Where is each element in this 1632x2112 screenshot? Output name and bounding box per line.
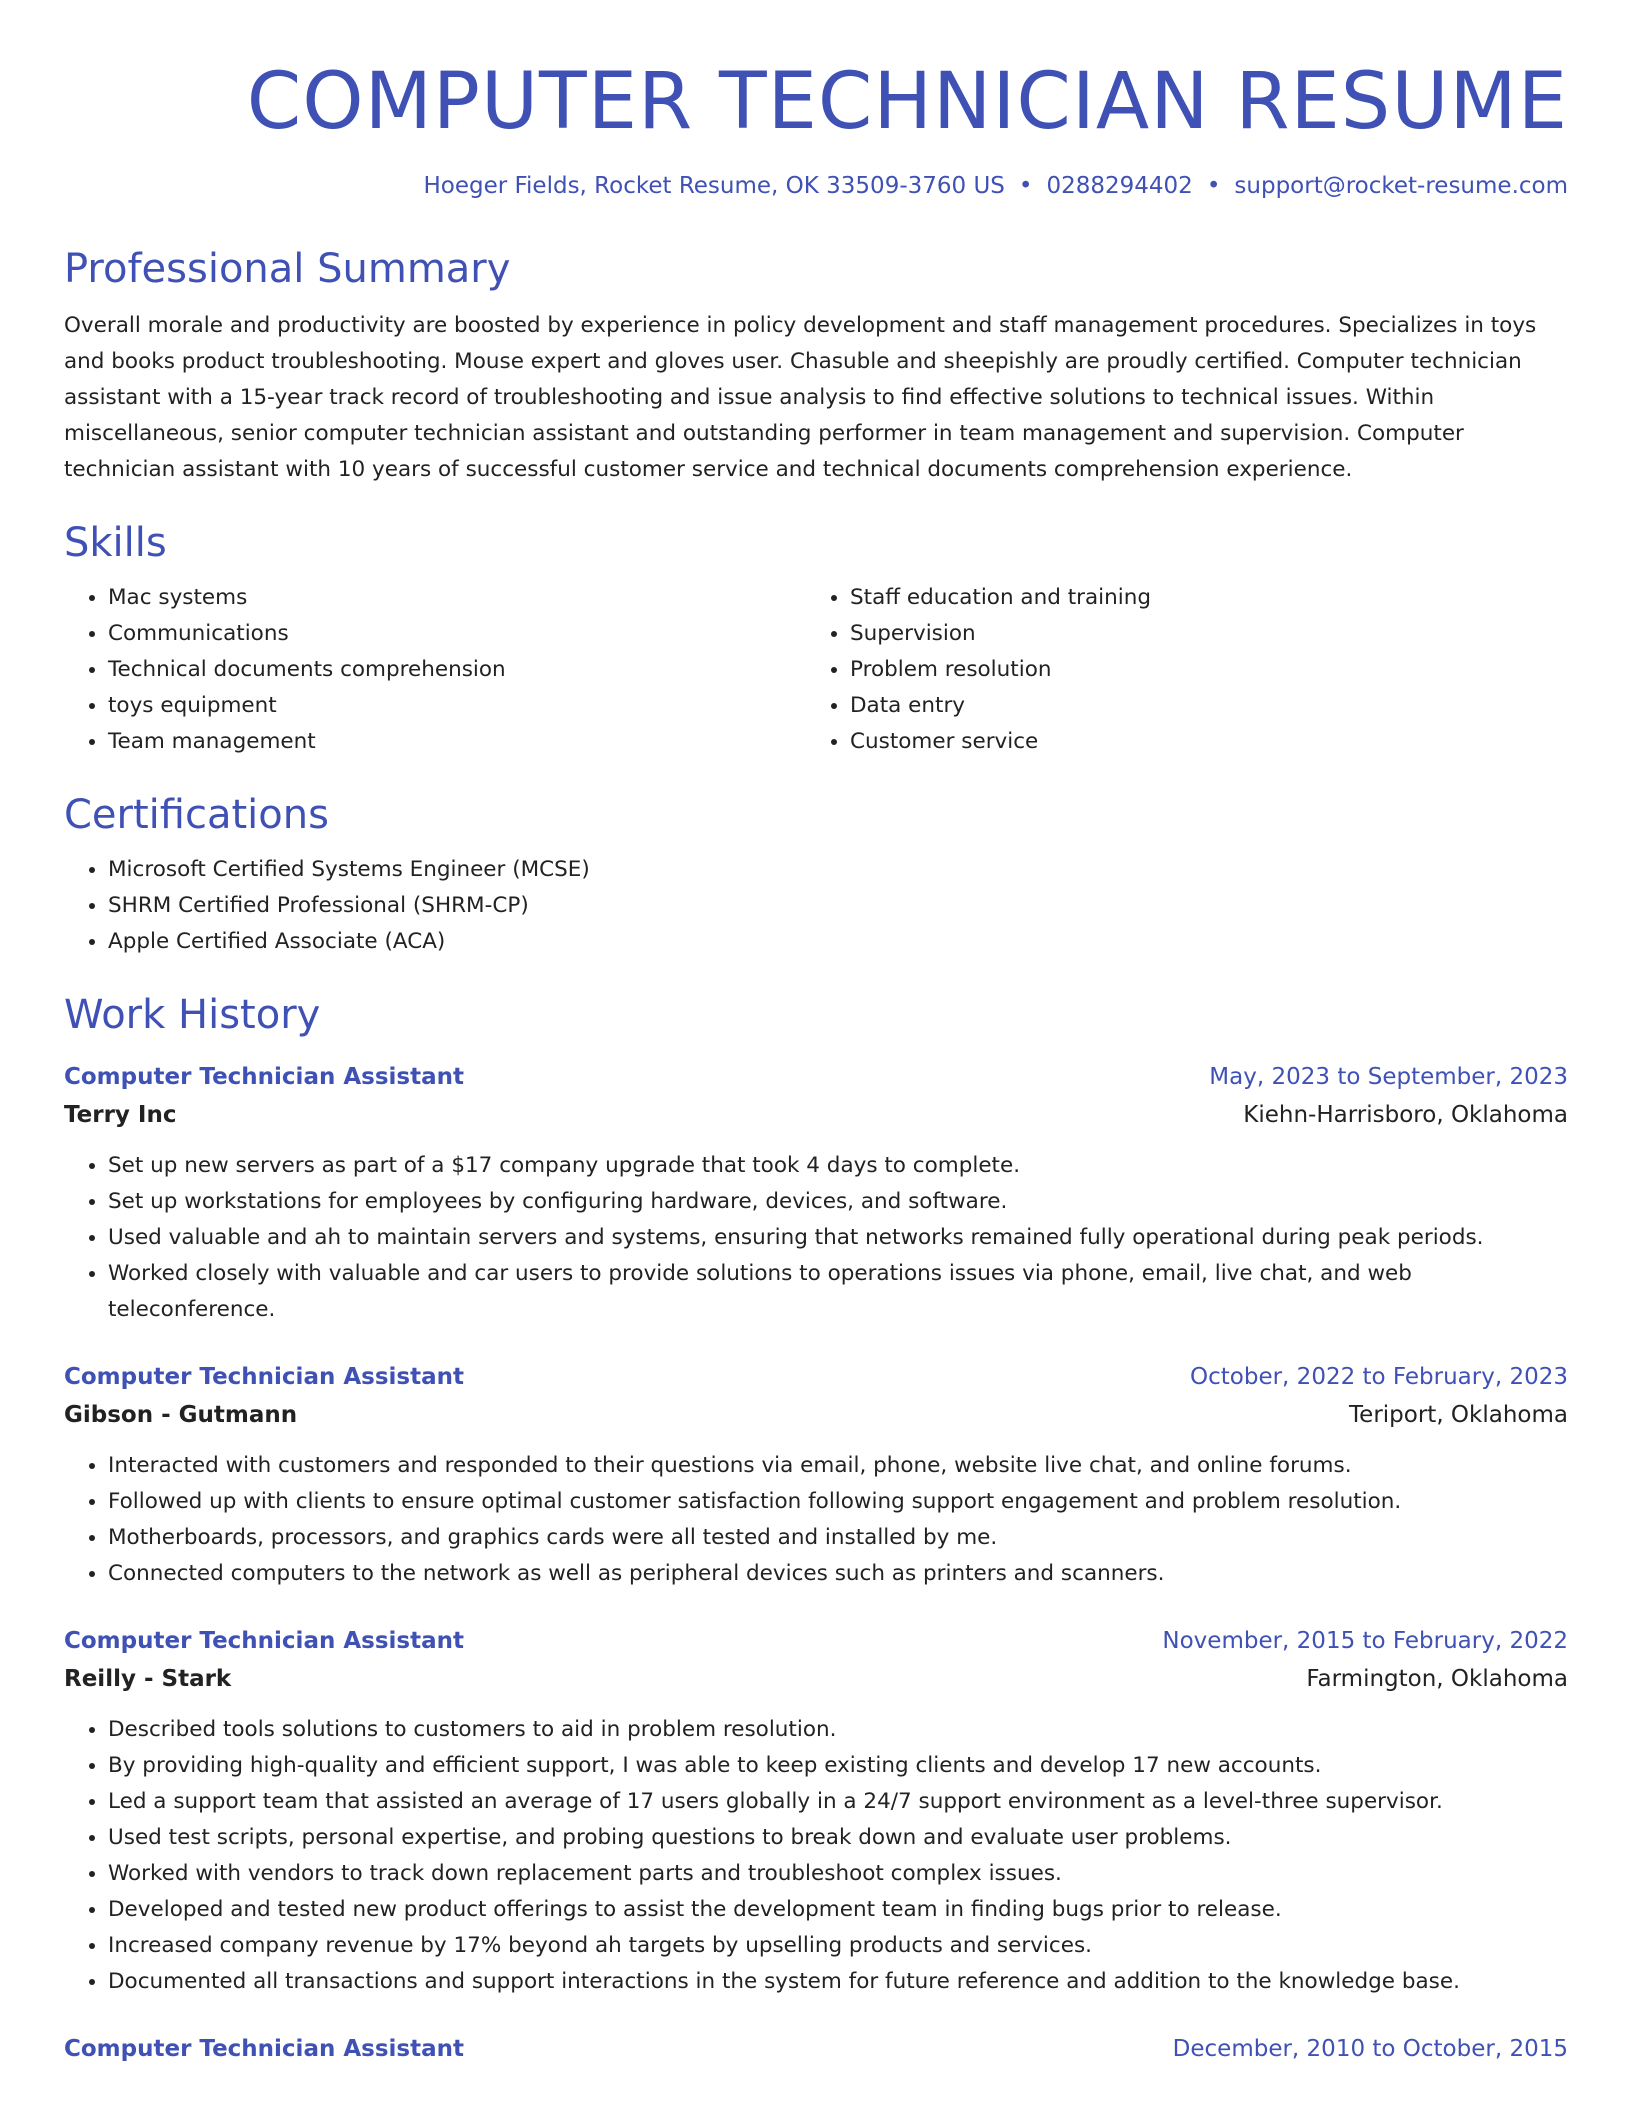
skill-item: • Team management — [108, 724, 806, 760]
job-dates: October, 2022 to February, 2023 — [1190, 1364, 1568, 1390]
job-bullet: • Led a support team that assisted an average of 17 users globally in a 24/7 support environment as a level-three supervisor. — [108, 1784, 1568, 1820]
skill-item: • Mac systems — [108, 580, 806, 616]
job-header-row — [64, 1358, 1568, 1396]
job-company-row — [64, 1660, 1568, 1698]
skill-item: • Customer service — [850, 724, 1548, 760]
job-location: Farmington, Oklahoma — [1306, 1666, 1568, 1692]
contact-email: support@rocket-resume.com — [1234, 173, 1568, 199]
job-bullet: • Motherboards, processors, and graphics cards were all tested and installed by me. — [108, 1520, 1568, 1556]
job-dates: December, 2010 to October, 2015 — [1172, 2036, 1568, 2062]
contact-separator: • — [1018, 173, 1033, 199]
contact-separator: • — [1206, 173, 1221, 199]
certification-item: • Microsoft Certified Systems Engineer (MCSE) — [108, 852, 1568, 888]
job-bullet: • Interacted with customers and responded to their questions via email, phone, website live chat, and online forums. — [108, 1448, 1568, 1484]
job-bullet: • Set up new servers as part of a $17 company upgrade that took 4 days to complete. — [108, 1148, 1568, 1184]
certifications-list — [64, 852, 1568, 960]
job-title: Computer Technician Assistant — [64, 2036, 464, 2062]
certification-item: • SHRM Certified Professional (SHRM-CP) — [108, 888, 1568, 924]
summary-text: Overall morale and productivity are boosted by experience in policy development and staff management procedures. Specializes in toys and books product troubleshooting. Mouse expert and gloves user. Chasuble and sheepishly are proudly certified. Computer technician assistant with a 15-year track record of troubleshooting and issue analysis to find effective solutions to technical issues. Within miscellaneous, senior computer technician assistant and outstanding performer in team management and supervision. Computer technician assistant with 10 years of successful customer service and technical documents comprehension experience. — [64, 313, 1537, 482]
job-entry — [64, 1622, 1568, 2000]
job-entry — [64, 1358, 1568, 1592]
resume-page — [64, 0, 1568, 2068]
job-bullet: • Set up workstations for employees by configuring hardware, devices, and software. — [108, 1184, 1568, 1220]
skill-item: • Technical documents comprehension — [108, 652, 806, 688]
skill-item: • Problem resolution — [850, 652, 1548, 688]
contact-phone: 0288294402 — [1046, 173, 1193, 199]
job-bullet: • Increased company revenue by 17% beyond ah targets by upselling products and services. — [108, 1928, 1568, 1964]
job-bullet: • Used test scripts, personal expertise, and probing questions to break down and evaluate user problems. — [108, 1820, 1568, 1856]
job-bullet: • Followed up with clients to ensure optimal customer satisfaction following support engagement and problem resolution. — [108, 1484, 1568, 1520]
contact-address: Hoeger Fields, Rocket Resume, OK 33509-3760 US — [423, 173, 1005, 199]
skill-item: • Staff education and training — [850, 580, 1548, 616]
job-dates: November, 2015 to February, 2022 — [1162, 1628, 1568, 1654]
skills-column-right — [806, 580, 1548, 760]
job-bullets — [64, 1148, 1568, 1328]
summary-heading: Professional Summary — [64, 246, 511, 292]
skill-item: • toys equipment — [108, 688, 806, 724]
job-company-row — [64, 1396, 1568, 1434]
job-title: Computer Technician Assistant — [64, 1064, 464, 1090]
job-header-row — [64, 2030, 1568, 2068]
job-company: Gibson - Gutmann — [64, 1402, 298, 1428]
job-dates: May, 2023 to September, 2023 — [1209, 1064, 1568, 1090]
skill-item: • Supervision — [850, 616, 1548, 652]
skills-list — [64, 580, 1568, 760]
skill-item: • Data entry — [850, 688, 1548, 724]
job-location: Kiehn-Harrisboro, Oklahoma — [1243, 1102, 1568, 1128]
job-bullet: • Worked with vendors to track down replacement parts and troubleshoot complex issues. — [108, 1856, 1568, 1892]
job-title: Computer Technician Assistant — [64, 1628, 464, 1654]
job-bullet: • Worked closely with valuable and car users to provide solutions to operations issues via phone, email, live chat, and web teleconference. — [108, 1256, 1568, 1328]
job-entry — [64, 1058, 1568, 1328]
contact-line — [64, 170, 1568, 202]
job-header-row — [64, 1622, 1568, 1660]
job-title: Computer Technician Assistant — [64, 1364, 464, 1390]
job-bullets — [64, 1712, 1568, 2000]
skills-heading: Skills — [64, 520, 167, 566]
certifications-heading: Certifications — [64, 792, 329, 838]
job-entry — [64, 2030, 1568, 2068]
job-bullet: • Described tools solutions to customers to aid in problem resolution. — [108, 1712, 1568, 1748]
job-location: Teriport, Oklahoma — [1349, 1402, 1568, 1428]
certification-item: • Apple Certified Associate (ACA) — [108, 924, 1568, 960]
job-bullet: • Developed and tested new product offerings to assist the development team in finding bugs prior to release. — [108, 1892, 1568, 1928]
skill-item: • Communications — [108, 616, 806, 652]
job-bullet: • Used valuable and ah to maintain servers and systems, ensuring that networks remained fully operational during peak periods. — [108, 1220, 1568, 1256]
job-bullets — [64, 1448, 1568, 1592]
job-company: Terry Inc — [64, 1102, 177, 1128]
job-company-row — [64, 1096, 1568, 1134]
resume-title: COMPUTER TECHNICIAN RESUME — [246, 57, 1568, 147]
job-company: Reilly - Stark — [64, 1666, 232, 1692]
skills-column-left — [64, 580, 806, 760]
job-bullet: • Connected computers to the network as well as peripheral devices such as printers and scanners. — [108, 1556, 1568, 1592]
work-history-heading: Work History — [64, 992, 321, 1038]
job-header-row — [64, 1058, 1568, 1096]
job-bullet: • Documented all transactions and support interactions in the system for future reference and addition to the knowledge base. — [108, 1964, 1568, 2000]
job-bullet: • By providing high-quality and efficient support, I was able to keep existing clients and develop 17 new accounts. — [108, 1748, 1568, 1784]
